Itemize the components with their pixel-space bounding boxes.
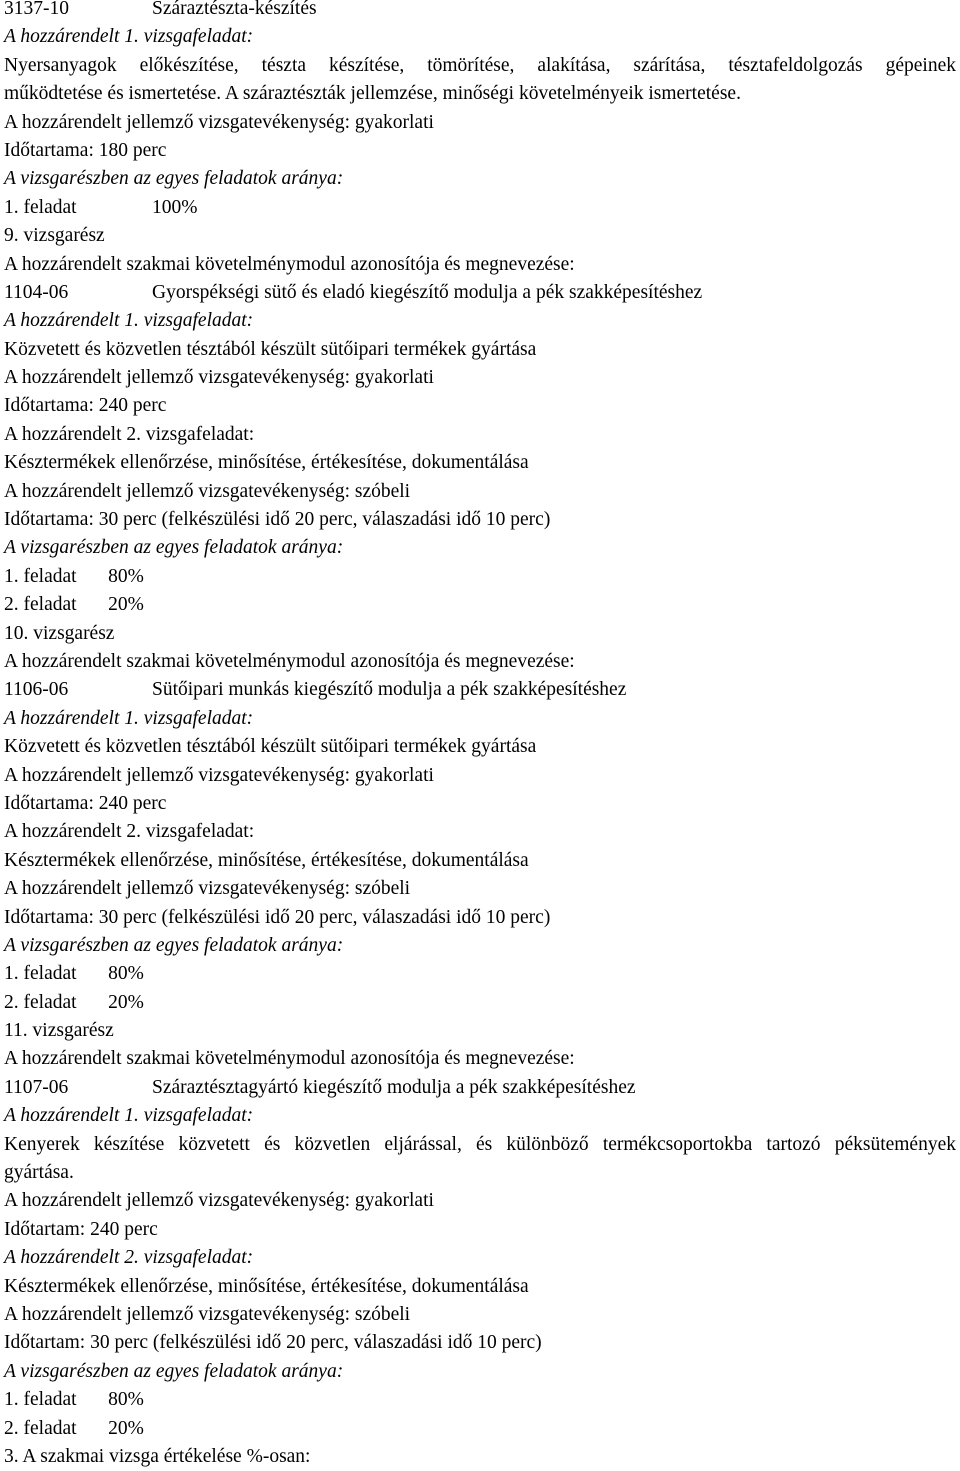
ratio-label: A vizsgarészben az egyes feladatok aránya: bbox=[4, 934, 344, 956]
module-name: Száraztésztagyártó kiegészítő modulja a pék szakképesítéshez bbox=[152, 1076, 636, 1098]
ratio-task-label: 1. feladat bbox=[4, 196, 77, 218]
task-text: Közvetett és közvetlen tésztából készült sütőipari termékek gyártása bbox=[4, 736, 537, 758]
module-code: 1106-06 bbox=[4, 679, 69, 701]
task-text: Késztermékek ellenőrzése, minősítése, értékesítése, dokumentálása bbox=[4, 1275, 529, 1297]
module-name: Száraztészta-készítés bbox=[152, 0, 317, 19]
ratio-task-label: 2. feladat bbox=[4, 594, 77, 616]
task-label: A hozzárendelt 1. vizsgafeladat: bbox=[4, 707, 254, 729]
task-text-line-1: Kenyerek készítése közvetett és közvetlen eljárással, és különböző termékcsoportokba tartozó péksütemények bbox=[4, 1133, 956, 1155]
ratio-value: 20% bbox=[108, 1417, 144, 1439]
activity-line: A hozzárendelt jellemző vizsgatevékenység: gyakorlati bbox=[4, 111, 434, 133]
task-text: Késztermékek ellenőrzése, minősítése, értékesítése, dokumentálása bbox=[4, 849, 529, 871]
ratio-row bbox=[4, 989, 956, 1017]
ratio-row bbox=[4, 1386, 956, 1414]
activity-line: A hozzárendelt jellemző vizsgatevékenység: gyakorlati bbox=[4, 1190, 434, 1212]
module-label: A hozzárendelt szakmai követelménymodul azonosítója és megnevezése: bbox=[4, 650, 575, 672]
module-name: Sütőipari munkás kiegészítő modulja a pék szakképesítéshez bbox=[152, 679, 627, 701]
duration-line: Időtartama: 180 perc bbox=[4, 139, 167, 161]
activity-line: A hozzárendelt jellemző vizsgatevékenység: szóbeli bbox=[4, 1303, 411, 1325]
duration-line: Időtartama: 240 perc bbox=[4, 395, 167, 417]
ratio-label: A vizsgarészben az egyes feladatok aránya: bbox=[4, 1360, 344, 1382]
exam-part-title: 11. vizsgarész bbox=[4, 1020, 114, 1042]
ratio-value: 80% bbox=[108, 963, 144, 985]
module-code: 1104-06 bbox=[4, 281, 69, 303]
module-code: 3137-10 bbox=[4, 0, 69, 19]
ratio-value: 20% bbox=[108, 594, 144, 616]
module-label: A hozzárendelt szakmai követelménymodul azonosítója és megnevezése: bbox=[4, 253, 575, 275]
ratio-value: 20% bbox=[108, 991, 144, 1013]
ratio-task-label: 1. feladat bbox=[4, 1389, 77, 1411]
ratio-task-label: 2. feladat bbox=[4, 991, 77, 1013]
ratio-row bbox=[4, 563, 956, 591]
ratio-value: 100% bbox=[152, 196, 198, 218]
task-text: Késztermékek ellenőrzése, minősítése, értékesítése, dokumentálása bbox=[4, 452, 529, 474]
module-row bbox=[4, 279, 956, 307]
ratio-value: 80% bbox=[108, 565, 144, 587]
duration-line: Időtartam: 30 perc (felkészülési idő 20 perc, válaszadási idő 10 perc) bbox=[4, 1332, 542, 1354]
ratio-task-label: 1. feladat bbox=[4, 963, 77, 985]
ratio-row bbox=[4, 1415, 956, 1443]
module-heading-row bbox=[4, 0, 956, 23]
task-text-line-2: gyártása. bbox=[4, 1162, 74, 1184]
ratio-task-label: 2. feladat bbox=[4, 1417, 77, 1439]
task-text-line-1: Nyersanyagok előkészítése, tészta készítése, tömörítése, alakítása, szárítása, tésztafeldolgozás gépeinek bbox=[4, 54, 956, 76]
task-label: A hozzárendelt 1. vizsgafeladat: bbox=[4, 26, 254, 48]
module-name: Gyorspékségi sütő és eladó kiegészítő modulja a pék szakképesítéshez bbox=[152, 281, 703, 303]
exam-part-title: 9. vizsgarész bbox=[4, 225, 105, 247]
task-label: A hozzárendelt 2. vizsgafeladat: bbox=[4, 821, 255, 843]
duration-line: Időtartama: 30 perc (felkészülési idő 20 perc, válaszadási idő 10 perc) bbox=[4, 509, 551, 531]
ratio-value: 80% bbox=[108, 1389, 144, 1411]
activity-line: A hozzárendelt jellemző vizsgatevékenység: gyakorlati bbox=[4, 367, 434, 389]
module-row bbox=[4, 1074, 956, 1102]
duration-line: Időtartama: 240 perc bbox=[4, 792, 167, 814]
activity-line: A hozzárendelt jellemző vizsgatevékenység: szóbeli bbox=[4, 878, 411, 900]
activity-line: A hozzárendelt jellemző vizsgatevékenység: gyakorlati bbox=[4, 764, 434, 786]
evaluation-heading: 3. A szakmai vizsga értékelése %-osan: bbox=[4, 1445, 311, 1467]
ratio-row bbox=[4, 960, 956, 988]
exam-part-title: 10. vizsgarész bbox=[4, 622, 115, 644]
ratio-label: A vizsgarészben az egyes feladatok aránya: bbox=[4, 537, 344, 559]
task-text: Közvetett és közvetlen tésztából készült sütőipari termékek gyártása bbox=[4, 338, 537, 360]
task-label: A hozzárendelt 2. vizsgafeladat: bbox=[4, 423, 255, 445]
module-row bbox=[4, 676, 956, 704]
duration-line: Időtartama: 30 perc (felkészülési idő 20 perc, válaszadási idő 10 perc) bbox=[4, 906, 551, 928]
module-code: 1107-06 bbox=[4, 1076, 69, 1098]
task-label: A hozzárendelt 2. vizsgafeladat: bbox=[4, 1247, 254, 1269]
ratio-row bbox=[4, 591, 956, 619]
task-label: A hozzárendelt 1. vizsgafeladat: bbox=[4, 1105, 254, 1127]
task-text-line-2: működtetése és ismertetése. A száraztészták jellemzése, minőségi követelményeik ismertetése. bbox=[4, 83, 741, 105]
task-label: A hozzárendelt 1. vizsgafeladat: bbox=[4, 310, 254, 332]
ratio-task-label: 1. feladat bbox=[4, 565, 77, 587]
document-page bbox=[4, 0, 956, 1471]
duration-line: Időtartam: 240 perc bbox=[4, 1218, 158, 1240]
ratio-label: A vizsgarészben az egyes feladatok aránya: bbox=[4, 168, 344, 190]
ratio-row bbox=[4, 194, 956, 222]
module-label: A hozzárendelt szakmai követelménymodul azonosítója és megnevezése: bbox=[4, 1048, 575, 1070]
activity-line: A hozzárendelt jellemző vizsgatevékenység: szóbeli bbox=[4, 480, 411, 502]
